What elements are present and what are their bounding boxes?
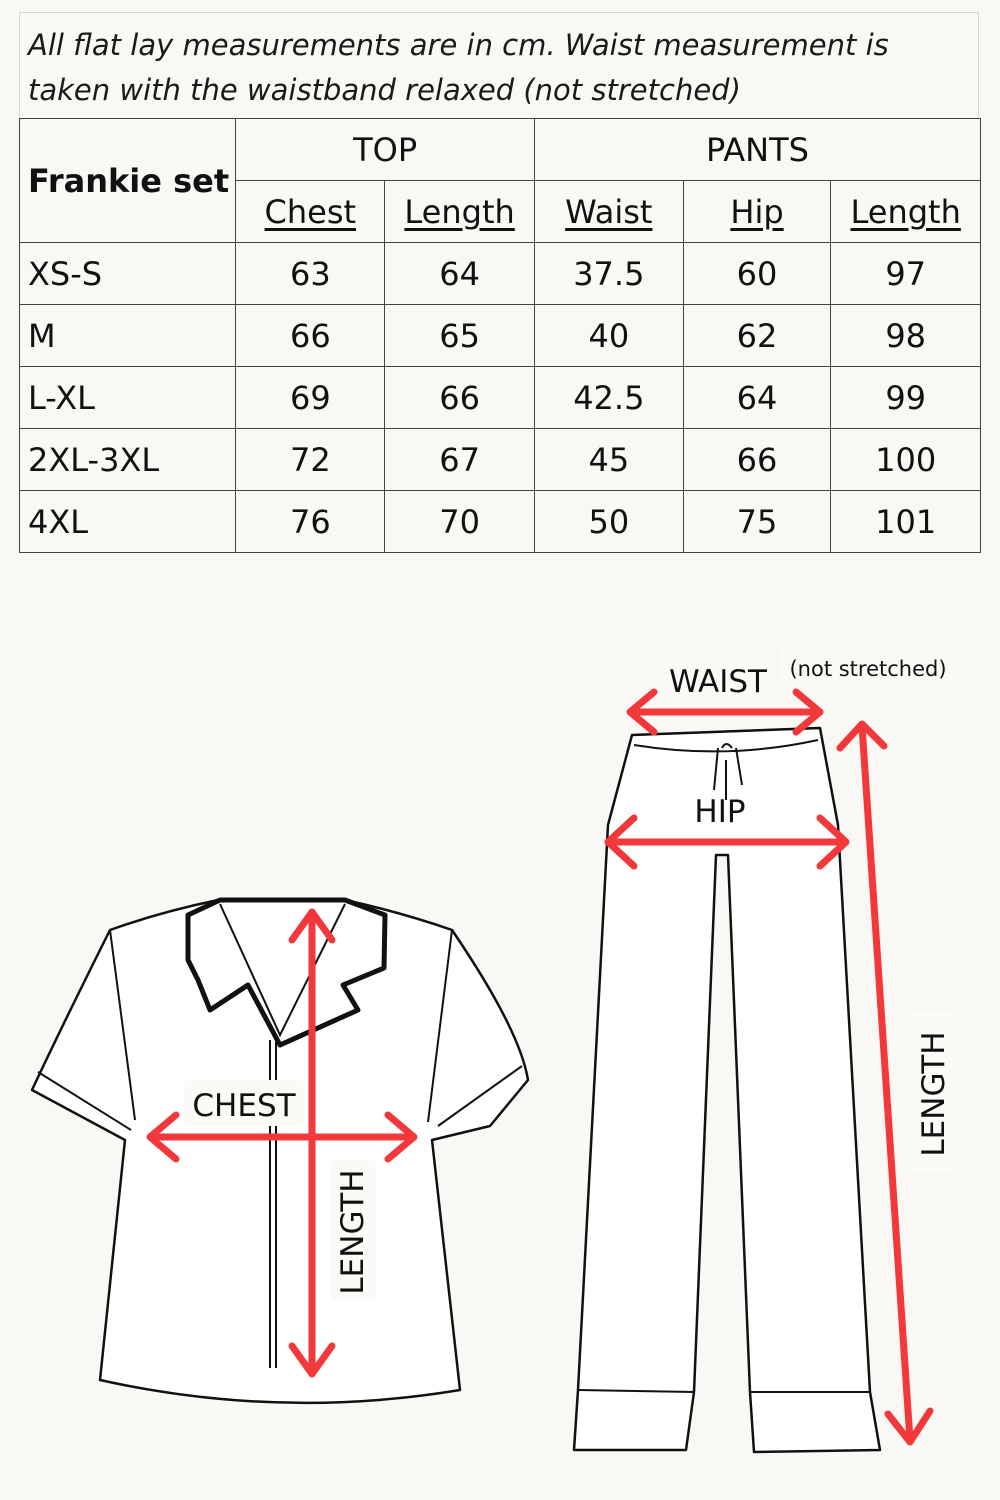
size-label: L-XL: [20, 367, 236, 429]
waist-note-label: (not stretched): [789, 657, 947, 681]
pants-length-value: 101: [831, 491, 981, 553]
pants-length-value: 98: [831, 305, 981, 367]
chest-value: 69: [236, 367, 385, 429]
hip-value: 60: [683, 243, 831, 305]
table-row: [20, 243, 981, 305]
top-length-value: 67: [385, 429, 535, 491]
table-row: [20, 367, 981, 429]
hip-value: 64: [683, 367, 831, 429]
hip-value: 66: [683, 429, 831, 491]
hip-value: 62: [683, 305, 831, 367]
measurement-note: All flat lay measurements are in cm. Waist measurement is taken with the waistband relaxed (not stretched): [19, 12, 979, 118]
top-length-value: 65: [385, 305, 535, 367]
chest-label: CHEST: [192, 1088, 296, 1124]
pants-length-value: 100: [831, 429, 981, 491]
waist-label: WAIST: [669, 664, 767, 700]
hip-label: HIP: [694, 794, 746, 830]
size-label: M: [20, 305, 236, 367]
column-header-top-length: Length: [404, 192, 515, 231]
top-length-value: 66: [385, 367, 535, 429]
top-length-value: 64: [385, 243, 535, 305]
top-length-value: 70: [385, 491, 535, 553]
waist-value: 45: [534, 429, 683, 491]
table-row: [20, 305, 981, 367]
column-header-chest: Chest: [264, 192, 357, 231]
pants-length-label: LENGTH: [916, 1031, 952, 1157]
waist-value: 40: [534, 305, 683, 367]
waist-value: 50: [534, 491, 683, 553]
pants-illustration: [574, 728, 880, 1452]
pants-length-value: 99: [831, 367, 981, 429]
group-header-row: [20, 119, 981, 181]
chest-value: 76: [236, 491, 385, 553]
group-header-pants: PANTS: [534, 119, 980, 181]
shirt-length-label: LENGTH: [335, 1169, 371, 1295]
shirt-illustration: [32, 900, 528, 1403]
size-label: 2XL-3XL: [20, 429, 236, 491]
group-header-top: TOP: [236, 119, 535, 181]
size-label: 4XL: [20, 491, 236, 553]
pants-length-value: 97: [831, 243, 981, 305]
measurement-diagram: [0, 560, 1000, 1500]
table-row: [20, 429, 981, 491]
column-header-hip: Hip: [730, 192, 784, 231]
column-header-pants-length: Length: [850, 192, 961, 231]
size-label: XS-S: [20, 243, 236, 305]
set-title: Frankie set: [20, 119, 236, 243]
chest-value: 72: [236, 429, 385, 491]
hip-value: 75: [683, 491, 831, 553]
waist-value: 37.5: [534, 243, 683, 305]
table-row: [20, 491, 981, 553]
size-chart-table: [19, 118, 981, 553]
chest-value: 66: [236, 305, 385, 367]
column-header-waist: Waist: [565, 192, 653, 231]
chest-value: 63: [236, 243, 385, 305]
waist-value: 42.5: [534, 367, 683, 429]
